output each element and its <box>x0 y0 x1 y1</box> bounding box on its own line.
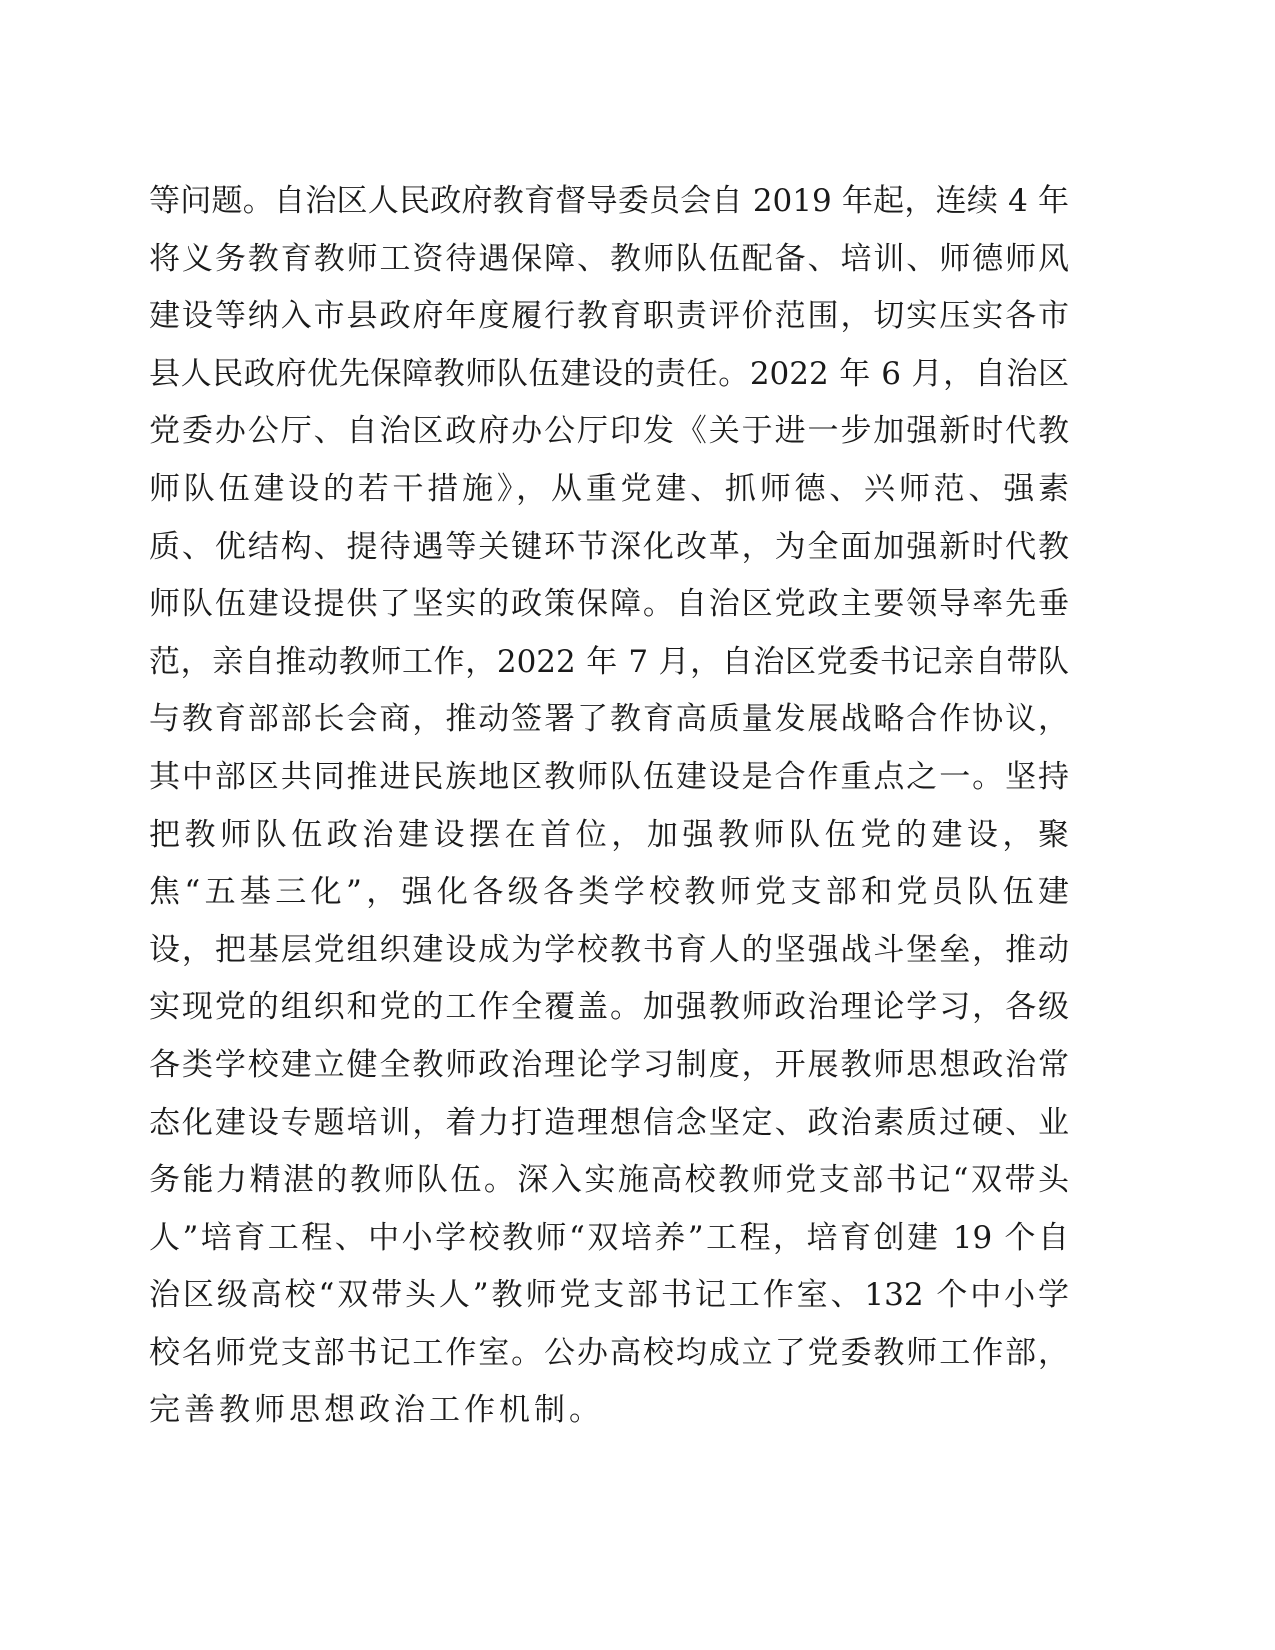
text-line: 与教育部部长会商，推动签署了教育高质量发展战略合作协议， <box>149 701 1069 738</box>
text-line: 其中部区共同推进民族地区教师队伍建设是合作重点之一。坚持 <box>149 758 1069 795</box>
text-line: 焦“五基三化”，强化各级各类学校教师党支部和党员队伍建 <box>149 874 1069 911</box>
text-line-last: 完善教师思想政治工作机制。 <box>149 1392 604 1429</box>
text-line: 设，把基层党组织建设成为学校教书育人的坚强战斗堡垒，推动 <box>149 931 1069 968</box>
text-line: 治区级高校“双带头人”教师党支部书记工作室、132 个中小学 <box>149 1277 1069 1314</box>
text-line: 师队伍建设的若干措施》，从重党建、抓师德、兴师范、强素 <box>149 470 1069 507</box>
text-line: 等问题。自治区人民政府教育督导委员会自 2019 年起，连续 4 年 <box>149 183 1069 219</box>
text-line: 态化建设专题培训，着力打造理想信念坚定、政治素质过硬、业 <box>149 1104 1069 1141</box>
text-line: 党委办公厅、自治区政府办公厅印发《关于进一步加强新时代教 <box>149 413 1069 450</box>
text-line: 各类学校建立健全教师政治理论学习制度，开展教师思想政治常 <box>149 1046 1069 1083</box>
text-line: 建设等纳入市县政府年度履行教育职责评价范围，切实压实各市 <box>149 298 1069 335</box>
text-line: 将义务教育教师工资待遇保障、教师队伍配备、培训、师德师风 <box>149 240 1069 277</box>
text-line: 务能力精湛的教师队伍。深入实施高校教师党支部书记“双带头 <box>149 1162 1069 1199</box>
text-line: 质、优结构、提待遇等关键环节深化改革，为全面加强新时代教 <box>149 528 1069 565</box>
text-line: 校名师党支部书记工作室。公办高校均成立了党委教师工作部， <box>149 1334 1069 1371</box>
text-line: 人”培育工程、中小学校教师“双培养”工程，培育创建 19 个自 <box>149 1219 1069 1256</box>
text-line: 把教师队伍政治建设摆在首位，加强教师队伍党的建设，聚 <box>149 816 1069 853</box>
text-line: 范，亲自推动教师工作，2022 年 7 月，自治区党委书记亲自带队 <box>149 643 1069 680</box>
text-line: 师队伍建设提供了坚实的政策保障。自治区党政主要领导率先垂 <box>149 586 1069 623</box>
text-line: 县人民政府优先保障教师队伍建设的责任。2022 年 6 月，自治区 <box>149 355 1069 392</box>
text-line: 实现党的组织和党的工作全覆盖。加强教师政治理论学习，各级 <box>149 989 1069 1026</box>
body-paragraph <box>149 173 1069 1440</box>
